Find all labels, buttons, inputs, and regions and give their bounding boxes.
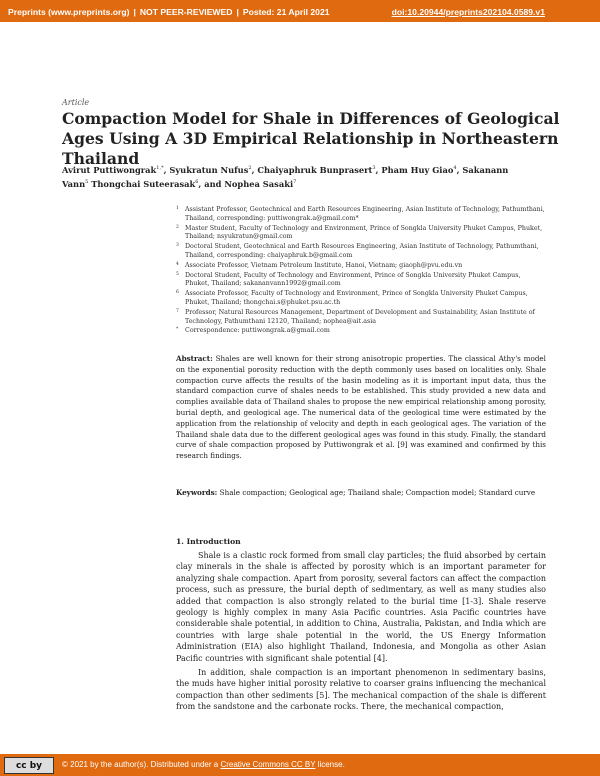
author-name: Pham Huy Giao <box>381 164 454 175</box>
keywords <box>176 488 546 498</box>
affiliation-text: Master Student, Faculty of Technology and Environment, Prince of Songkla University Phuket Campus, Phuket, Thailand; nsyukratun@gmail.com <box>185 224 543 241</box>
abstract-text: Shales are well known for their strong anisotropic properties. The classical Athy's model on the exponential porosity reduction with the depth commonly uses based on localities only. Shale compaction curve affects the results of the basin modeling as it is important input data, thus the standard compaction curve of shales needs to be established. This study provided a new data and complies available data of Thailand shales to propose the new empirical relationship among porosity, burial depth, and geological age. The numerical data of the geological time were estimated by the application from the relationship of velocity and depth in each geological ages. The variation of the Thailand shale data due to the different geological ages was found in this study. Finally, the standard curve of shale compaction proposed by Puttiwongrak et al. [9] was examined and confirmed by this research findings. <box>176 354 546 461</box>
affiliation-number: 6 <box>176 290 179 296</box>
author-affiliation-mark: 4 <box>453 165 457 171</box>
author-affiliation-mark: 2 <box>248 165 252 171</box>
doi-link[interactable]: doi:10.20944/preprints202104.0589.v1 <box>391 7 545 17</box>
author-separator: , <box>375 164 382 175</box>
keywords-text: Shale compaction; Geological age; Thailand shale; Compaction model; Standard curve <box>219 488 536 497</box>
affiliation-item <box>176 243 546 261</box>
affiliation-text: Professor, Natural Resources Management, Department of Development and Sustainability, Asian Institute of Technology, Pathumthani 12120, Thailand; nophea@ait.asia <box>185 308 535 325</box>
paper-title: Compaction Model for Shale in Differences of Geological Ages Using A 3D Empirical Relationship in Northeastern Thailand <box>62 109 560 168</box>
license-suffix: license. <box>315 760 345 769</box>
affiliation-list <box>176 206 546 337</box>
license-prefix: © 2021 by the author(s). Distributed under a <box>62 760 221 769</box>
affiliation-number: 3 <box>176 243 179 249</box>
abstract <box>176 354 546 462</box>
affiliation-item <box>176 327 546 336</box>
author-name: Syukratun Nufus <box>169 164 249 175</box>
section-heading: 1. Introduction <box>176 537 241 546</box>
affiliation-text: Doctoral Student, Geotechnical and Earth Resources Engineering, Asian Institute of Technology, Pathumthani, Thailand, corresponding: chaiyaphruk.b@gmail.com <box>185 243 539 259</box>
affiliation-text: Associate Professor, Faculty of Technology and Environment, Prince of Songkla University Phuket Campus, Phuket, Thailand; thongchai.s@phuket.psu.ac.th <box>185 290 528 306</box>
author-name: Nophea Sasaki <box>224 178 294 189</box>
paragraph: In addition, shale compaction is an important phenomenon in sedimentary basins, the muds have higher initial porosity relative to coarser grains influencing the mechanical compaction than other sediments [5]. The mechanical compaction of the shale is different from the sandstone and the carbonate rocks. There, the mechanical compaction, <box>176 668 546 712</box>
author-separator: , and <box>198 178 225 189</box>
affiliation-number: 2 <box>176 224 179 230</box>
author-name: Avirut Puttiwongrak <box>62 164 157 175</box>
author-name: Thongchai Suteerasak <box>91 178 196 189</box>
preprint-header-bar <box>0 0 600 22</box>
keywords-label: Keywords: <box>176 488 218 497</box>
paragraph: Shale is a clastic rock formed from small clay particles; the fluid absorbed by certain clay minerals in the shale is affected by porosity which is an important parameter for analyzing shale compaction. Apart from porosity, several factors can affect the compaction process, such as pressure, the burial depth of sedimentary, as well as many studies also added that compaction is also strongly related to the burial time [1-3]. Shale reserve geology is highly complex in many Asia Pacific countries. Asia Pacific countries have considerable shale potential, in addition to China, Australia, Pakistan, and India which are countries with large shale potential in the world, the US Energy Information Administration (EIA) also highlight Thailand, Indonesia, and Mongolia as other Asian Pacific countries with significant shale potential [4]. <box>176 551 546 663</box>
article-type: Article <box>62 98 90 107</box>
author-separator: , <box>163 164 170 175</box>
license-link[interactable]: Creative Commons CC BY <box>220 760 316 769</box>
affiliation-text: Assistant Professor, Geotechnical and Earth Resources Engineering, Asian Institute of Technology, Pathumthani, Thailand, corresponding: puttiwongrak.a@gmail.com* <box>185 206 545 222</box>
license-text <box>62 760 345 769</box>
author-separator: , <box>456 164 463 175</box>
separator: | <box>236 7 239 17</box>
affiliation-number: 1 <box>176 206 179 211</box>
affiliation-item <box>176 309 546 327</box>
affiliation-number: 5 <box>176 271 179 277</box>
author-list <box>62 162 532 190</box>
affiliation-item <box>176 272 546 290</box>
introduction-body <box>176 550 546 716</box>
affiliation-number: 4 <box>176 261 179 267</box>
author-separator: , <box>251 164 258 175</box>
review-status: NOT PEER-REVIEWED <box>139 7 233 17</box>
cc-icon: cc by <box>15 760 43 771</box>
header-left <box>8 7 330 17</box>
site-link[interactable]: Preprints (www.preprints.org) <box>8 7 130 17</box>
affiliation-item <box>176 290 546 308</box>
affiliation-number: 7 <box>176 308 179 314</box>
affiliation-text: Correspondence: puttiwongrak.a@gmail.com <box>185 327 330 335</box>
posted-date: Posted: 21 April 2021 <box>242 7 330 17</box>
affiliation-item <box>176 262 546 271</box>
affiliation-item <box>176 225 546 243</box>
author-name: Chaiyaphruk Bunprasert <box>257 164 373 175</box>
author-affiliation-mark: 7 <box>293 178 297 185</box>
author-affiliation-mark: 5 <box>85 178 89 185</box>
author-name: Sakanann Vann <box>62 164 509 189</box>
author-affiliation-mark: 1,* <box>156 165 164 171</box>
license-footer <box>0 754 600 776</box>
author-affiliation-mark: 3 <box>372 165 376 171</box>
affiliation-number: * <box>176 327 179 333</box>
affiliation-text: Doctoral Student, Faculty of Technology and Environment, Prince of Songkla University Phuket Campus, Phuket, Thailand; sakananvann1992@gmail.com <box>185 271 521 288</box>
author-affiliation-mark: 6 <box>195 178 199 185</box>
cc-by-badge[interactable] <box>4 757 54 774</box>
separator: | <box>133 7 136 17</box>
affiliation-item <box>176 206 546 224</box>
affiliation-text: Associate Professor, Vietnam Petroleum Institute, Hanoi, Vietnam; giaoph@pvu.edu.vn <box>185 261 463 269</box>
abstract-label: Abstract: <box>176 354 213 363</box>
